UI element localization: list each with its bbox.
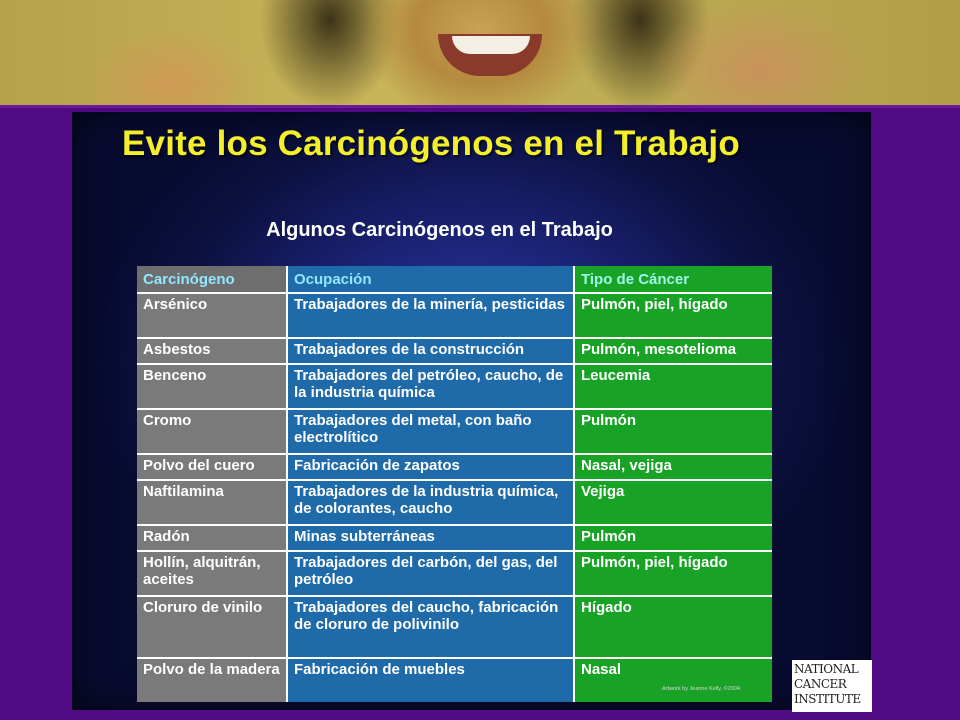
carcinogen-cell: Asbestos: [137, 339, 288, 363]
occupation-cell: Trabajadores del metal, con baño electrolítico: [288, 410, 575, 453]
header-photo-banner: [0, 0, 960, 106]
cancer-type-cell: Pulmón, piel, hígado: [575, 294, 772, 337]
cancer-type-cell: Hígado: [575, 597, 772, 657]
cancer-type-cell: Pulmón, mesotelioma: [575, 339, 772, 363]
occupation-cell: Fabricación de muebles: [288, 659, 575, 702]
table-row: [137, 597, 772, 659]
banner-divider: [0, 105, 960, 108]
cancer-type-cell: Nasal, vejiga: [575, 455, 772, 479]
occupation-cell: Trabajadores de la minería, pesticidas: [288, 294, 575, 337]
carcinogen-cell: Polvo de la madera: [137, 659, 288, 702]
national-cancer-institute-logo: [792, 660, 872, 712]
logo-line-national: NATIONAL: [794, 662, 859, 676]
cancer-type-cell: Pulmón, piel, hígado: [575, 552, 772, 595]
cancer-type-cell: Pulmón: [575, 410, 772, 453]
table-row: [137, 481, 772, 526]
table-row: [137, 410, 772, 455]
occupation-cell: Trabajadores de la industria química, de colorantes, caucho: [288, 481, 575, 524]
carcinogen-cell: Benceno: [137, 365, 288, 408]
occupation-cell: Trabajadores de la construcción: [288, 339, 575, 363]
carcinogens-table: [137, 266, 772, 702]
table-row: [137, 526, 772, 552]
smile-teeth: [452, 36, 530, 54]
occupation-cell: Trabajadores del caucho, fabricación de cloruro de polivinilo: [288, 597, 575, 657]
logo-line-institute: INSTITUTE: [794, 692, 861, 706]
cancer-type-cell: Vejiga: [575, 481, 772, 524]
slide-title: Evite los Carcinógenos en el Trabajo: [122, 124, 740, 163]
carcinogen-cell: Hollín, alquitrán, aceites: [137, 552, 288, 595]
occupation-cell: Minas subterráneas: [288, 526, 575, 550]
cancer-type-cell: Leucemia: [575, 365, 772, 408]
cancer-type-cell: Pulmón: [575, 526, 772, 550]
table-row: [137, 659, 772, 702]
carcinogen-cell: Cloruro de vinilo: [137, 597, 288, 657]
logo-line-cancer: CANCER: [794, 677, 847, 691]
occupation-cell: Fabricación de zapatos: [288, 455, 575, 479]
occupation-cell: Trabajadores del carbón, del gas, del petróleo: [288, 552, 575, 595]
cancer-type-cell: Nasal: [575, 659, 772, 702]
table-row: [137, 294, 772, 339]
table-row: [137, 455, 772, 481]
table-title: Algunos Carcinógenos en el Trabajo: [266, 219, 613, 241]
carcinogen-cell: Naftilamina: [137, 481, 288, 524]
carcinogen-cell: Radón: [137, 526, 288, 550]
table-row: [137, 339, 772, 365]
carcinogen-cell: Polvo del cuero: [137, 455, 288, 479]
slide-panel: [72, 112, 871, 710]
carcinogen-cell: Arsénico: [137, 294, 288, 337]
occupation-cell: Trabajadores del petróleo, caucho, de la industria química: [288, 365, 575, 408]
table-row: [137, 552, 772, 597]
header-carcinogen: Carcinógeno: [137, 266, 288, 292]
artwork-credit: Artwork by Jeanne Kelly, ©2004.: [662, 686, 742, 692]
table-header-row: [137, 266, 772, 294]
table-row: [137, 365, 772, 410]
carcinogen-cell: Cromo: [137, 410, 288, 453]
header-occupation: Ocupación: [288, 266, 575, 292]
header-cancer-type: Tipo de Cáncer: [575, 266, 772, 292]
